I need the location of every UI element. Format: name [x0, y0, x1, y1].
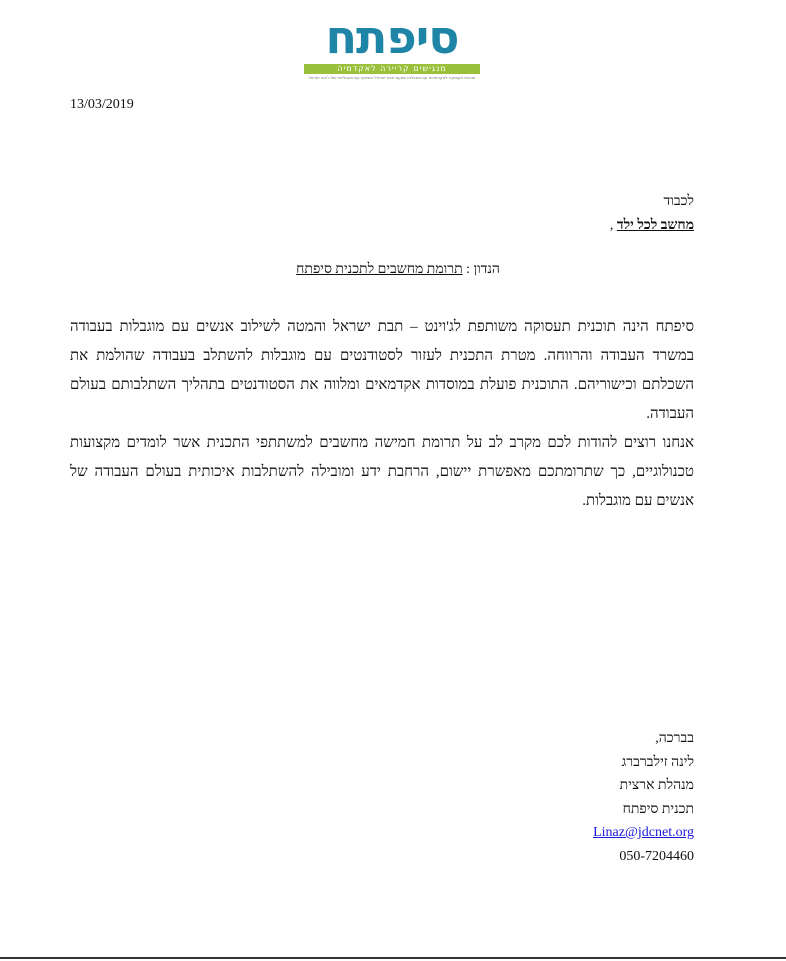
- signature-title: מנהלת ארצית: [619, 778, 694, 793]
- subject-text: תרומת מחשבים לתכנית סיפתח: [296, 262, 463, 277]
- signature-program: תכנית סיפתח: [622, 801, 694, 817]
- recipient-name: מחשב לכל ילד: [616, 218, 694, 233]
- subject-line: [100, 262, 500, 278]
- signature-block: [444, 727, 694, 868]
- phone-number: 050-7204460: [619, 848, 694, 864]
- signature-closing: בברכה,: [655, 731, 694, 746]
- letter-body: [70, 313, 694, 516]
- logo-subtitle: תוכנית תעסוקה לאקדמאים עם מוגבלות מטעם תבת ישראל בשיתוף עם מוגבלויות של ג'וינט ישראל: [308, 75, 476, 80]
- recipient-block: [294, 190, 694, 238]
- logo-tagline: מנגישים קריירה לאקדמיה: [337, 64, 447, 73]
- recipient-comma: ,: [609, 218, 614, 233]
- body-paragraph-2: אנחנו רוצים להודות לכם מקרב לב על תרומת חמישה מחשבים למשתתפי התכנית אשר לומדים מקצועות טכנולוגיים, כך שתרומתכם מאפשרת יישום, הרחבת ידע ומובילה להשתלבות איכותית בעולם העבודה של אנשים עם מוגבלות.: [70, 435, 694, 509]
- recipient-line: [294, 214, 694, 238]
- email-link[interactable]: Linaz@jdcnet.org: [593, 825, 694, 840]
- logo-title: סיפתח: [325, 10, 459, 64]
- body-paragraph-1: סיפתח הינה תוכנית תעסוקה משותפת לג'וינט – תבת ישראל והמטה לשילוב אנשים עם מוגבלות בעבודה במשרד העבודה והרווחה. מטרת התכנית לעזור לסטודנטים עם מוגבלות להשתלב בעבודה שהולמת את השכלתם וכישוריהם. התוכנית פועלת במוסדות אקדמאים ומלווה את הסטודנטים בתהליך השתלבותם בעולם העבודה.: [70, 319, 694, 422]
- salutation: לכבוד: [663, 194, 694, 209]
- page-bottom-border: [0, 957, 786, 959]
- letter-date: 13/03/2019: [70, 97, 134, 112]
- sifatach-logo: [300, 10, 484, 80]
- signature-name: לינה זילברברג: [621, 754, 694, 770]
- subject-prefix: הנדון :: [466, 262, 500, 277]
